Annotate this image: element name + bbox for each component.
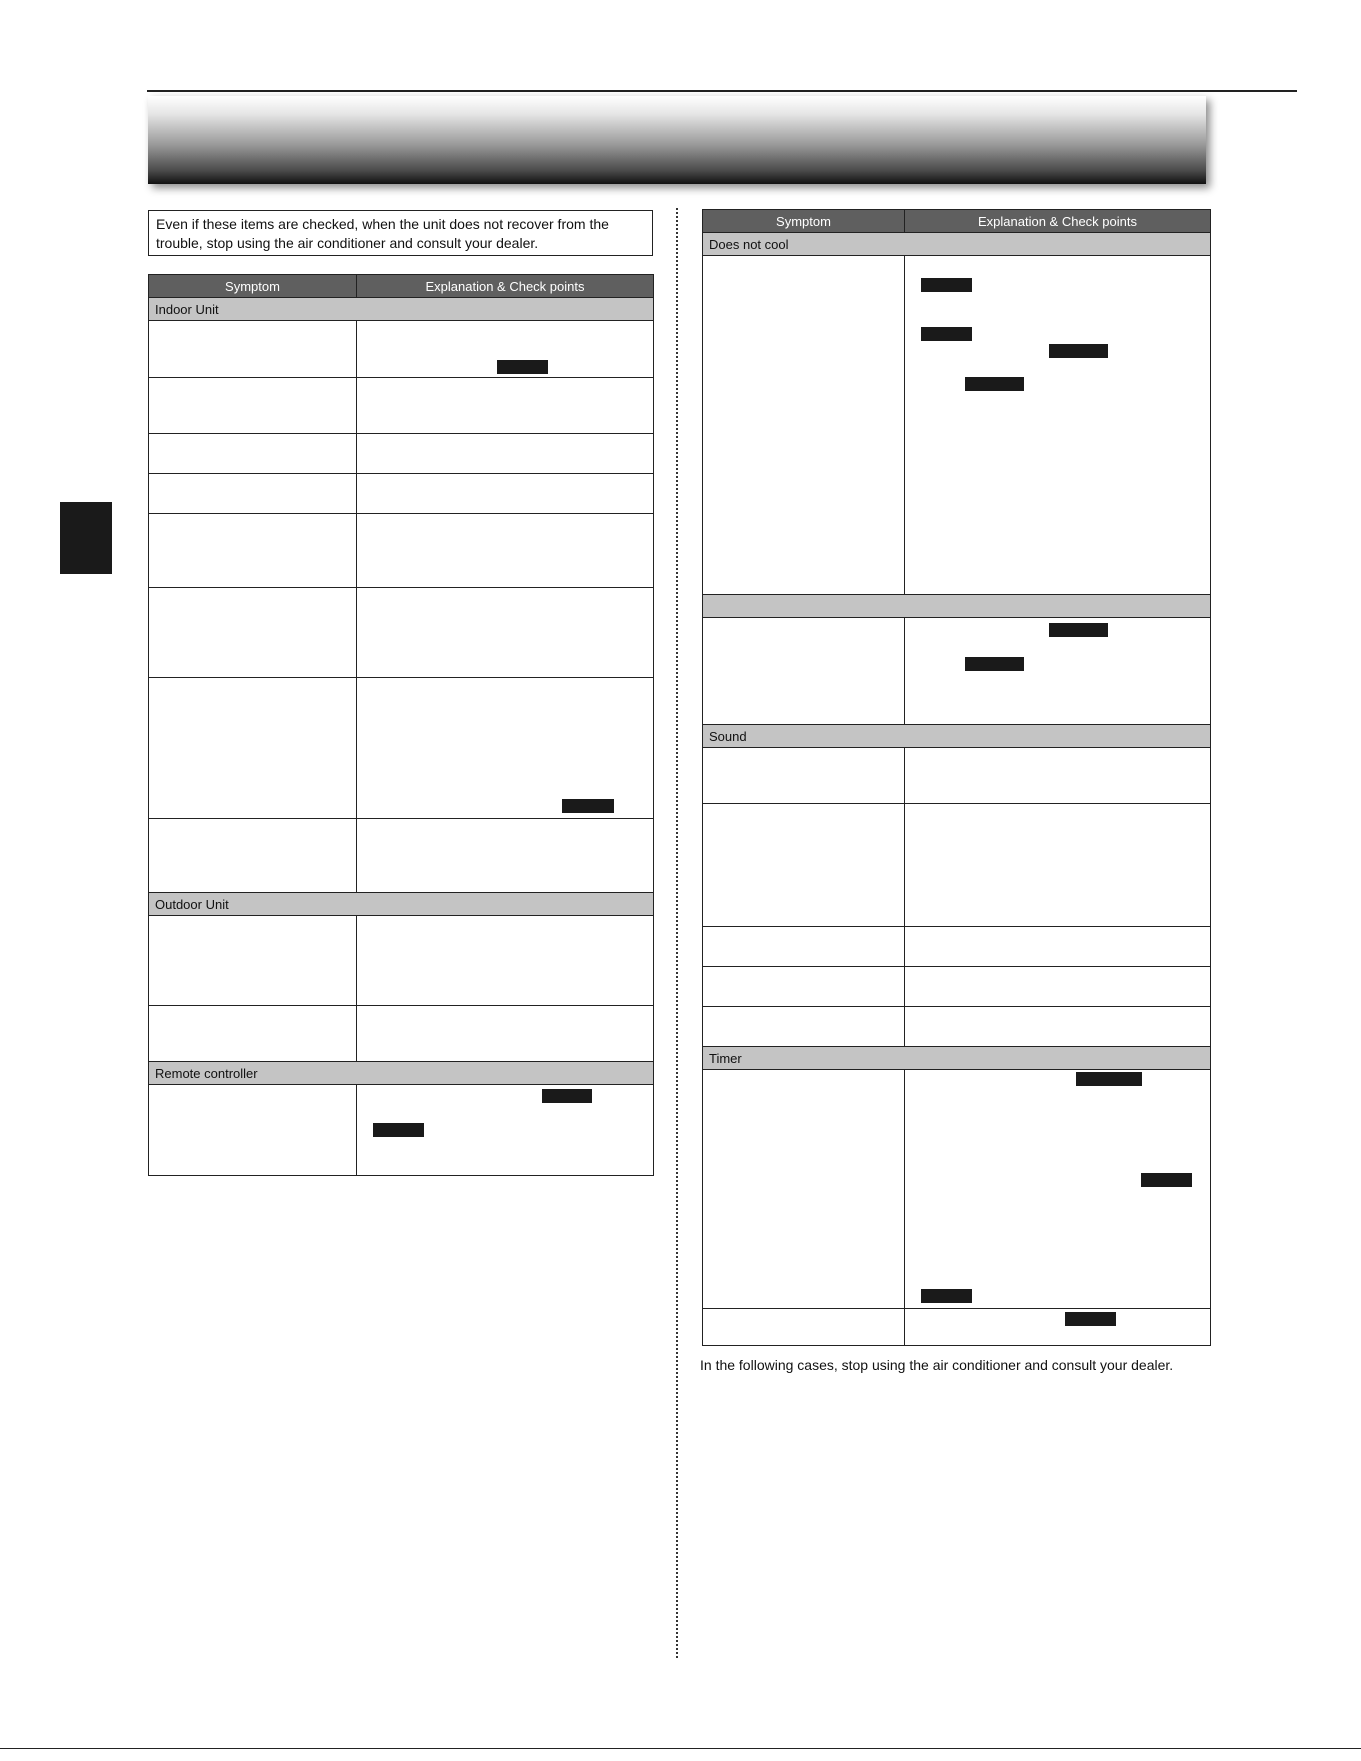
table-row xyxy=(149,588,654,678)
symptom-header: Symptom xyxy=(703,210,905,233)
notice-text: Even if these items are checked, when the unit does not recover from the trouble, stop using the air conditioner and consult your dealer. xyxy=(156,216,609,251)
table-row xyxy=(149,1006,654,1062)
table-row xyxy=(149,1085,654,1176)
table-row xyxy=(703,1007,1211,1047)
table-row xyxy=(149,819,654,893)
section-outdoor-unit: Outdoor Unit xyxy=(149,893,654,916)
notice-box xyxy=(148,210,653,256)
table-row xyxy=(703,927,1211,967)
table-row xyxy=(149,378,654,434)
section-indoor-unit: Indoor Unit xyxy=(149,298,654,321)
redacted-label xyxy=(1141,1173,1192,1187)
section-remote-controller: Remote controller xyxy=(149,1062,654,1085)
redacted-label xyxy=(965,377,1024,391)
table-row xyxy=(703,1309,1211,1346)
redacted-label xyxy=(373,1123,424,1137)
top-rule xyxy=(147,90,1297,92)
table-row xyxy=(703,256,1211,595)
left-trouble-table xyxy=(148,274,654,1176)
footer-note: In the following cases, stop using the air conditioner and consult your dealer. xyxy=(700,1357,1174,1373)
header-banner xyxy=(148,96,1206,184)
section-does-not-cool: Does not cool xyxy=(703,233,1211,256)
section-timer: Timer xyxy=(703,1047,1211,1070)
redacted-label xyxy=(965,657,1024,671)
table-row xyxy=(149,514,654,588)
section-sound: Sound xyxy=(703,725,1211,748)
explanation-header: Explanation & Check points xyxy=(357,275,654,298)
redacted-label xyxy=(921,327,972,341)
table-row xyxy=(703,1070,1211,1309)
explanation-header: Explanation & Check points xyxy=(905,210,1211,233)
table-row xyxy=(703,967,1211,1007)
redacted-label xyxy=(1049,344,1108,358)
table-row xyxy=(149,434,654,474)
table-row xyxy=(703,748,1211,804)
symptom-header: Symptom xyxy=(149,275,357,298)
redacted-label xyxy=(497,360,548,374)
redacted-label xyxy=(921,278,972,292)
table-row xyxy=(149,916,654,1006)
redacted-label xyxy=(542,1089,592,1103)
table-row xyxy=(149,474,654,514)
redacted-label xyxy=(921,1289,972,1303)
table-row xyxy=(703,804,1211,927)
redacted-label xyxy=(1065,1312,1116,1326)
redacted-label xyxy=(1076,1072,1142,1086)
table-row xyxy=(149,678,654,819)
table-row xyxy=(149,321,654,378)
column-divider xyxy=(676,208,678,1658)
redacted-label xyxy=(1049,623,1108,637)
right-trouble-table xyxy=(702,209,1211,1346)
redacted-label xyxy=(562,799,614,813)
bottom-rule xyxy=(0,1748,1361,1749)
table-row xyxy=(703,618,1211,725)
chapter-tab xyxy=(60,502,112,574)
section-blank xyxy=(703,595,1211,618)
